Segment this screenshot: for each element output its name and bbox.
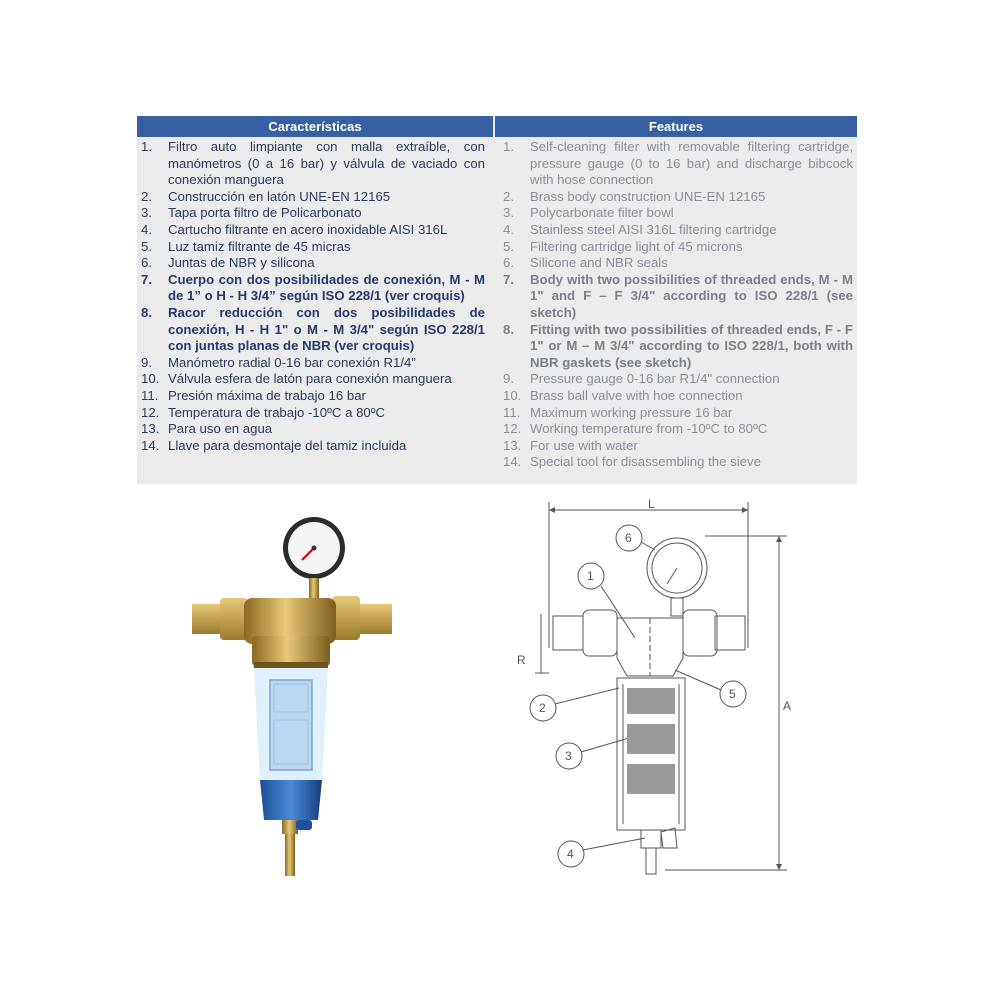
item-number: 6. — [141, 255, 152, 271]
list-item — [503, 322, 853, 372]
item-text: Filtro auto limpiante con malla extraíble, con manómetros (0 a 16 bar) y válvula de vaciado con conexión manguera — [168, 139, 485, 188]
list-item — [503, 371, 853, 388]
list-item — [503, 388, 853, 405]
item-text: Cuerpo con dos posibilidades de conexión, M - M de 1” o H - H 3/4” según ISO 228/1 (ver croquis) — [168, 271, 485, 304]
list-item — [141, 205, 485, 222]
item-text: Para uso en agua — [168, 421, 273, 437]
item-text: Temperatura de trabajo -10ºC a 80ºC — [168, 404, 386, 420]
item-number: 4. — [141, 221, 152, 237]
item-number: 12. — [141, 404, 160, 420]
item-text: Filtering cartridge light of 45 microns — [530, 238, 743, 254]
item-number: 8. — [141, 304, 152, 320]
item-text: Fitting with two possibilities of threaded ends, F - F 1" or M – M 3/4" according to ISO 228/1, both with NBR gaskets (see sketch) — [530, 321, 853, 370]
item-text: Stainless steel AISI 316L filtering cartridge — [530, 221, 777, 237]
list-item — [141, 139, 485, 189]
item-text: Manómetro radial 0-16 bar conexión R1/4” — [168, 354, 416, 370]
item-text: Racor reducción con dos posibilidades de conexión, H - H 1" o M - M 3/4" según ISO 228/1 con juntas planas de NBR (ver croquis) — [168, 304, 485, 354]
item-text: Body with two possibilities of threaded ends, M - M 1" and F – F 3/4" according to ISO 228/1 (see sketch) — [530, 271, 853, 320]
item-text: Working temperature from -10ºC to 80ºC — [530, 421, 768, 437]
item-number: 2. — [141, 188, 152, 204]
callout-3: 3 — [565, 749, 572, 763]
list-item — [141, 388, 485, 405]
list-item — [141, 189, 485, 206]
dimension-a-label: A — [783, 699, 792, 713]
sketch-drawing — [505, 498, 805, 888]
feature-list-spanish — [141, 139, 485, 454]
item-text: Construcción en latón UNE-EN 12165 — [168, 188, 391, 204]
list-item — [141, 272, 485, 305]
item-number: 3. — [141, 205, 152, 221]
item-text: Juntas de NBR y silicona — [168, 255, 315, 271]
drain-handle — [296, 820, 312, 830]
item-text: Válvula esfera de latón para conexión manguera — [168, 371, 452, 387]
item-text: Tapa porta filtro de Policarbonato — [168, 205, 362, 221]
item-number: 10. — [503, 387, 522, 403]
callout-1: 1 — [587, 569, 594, 583]
list-item — [503, 438, 853, 455]
item-number: 11. — [141, 387, 159, 403]
item-number: 11. — [503, 404, 521, 420]
item-text: Luz tamiz filtrante de 45 micras — [168, 238, 351, 254]
item-number: 10. — [141, 371, 160, 387]
list-item — [141, 371, 485, 388]
technical-sketch — [505, 498, 805, 888]
item-text: For use with water — [530, 437, 638, 453]
callout-6: 6 — [625, 531, 632, 545]
callout-4: 4 — [567, 847, 574, 861]
item-number: 5. — [503, 238, 514, 254]
list-item — [141, 355, 485, 372]
header-features: Features — [495, 116, 857, 137]
filter-photo-illustration — [182, 508, 402, 888]
item-number: 4. — [503, 221, 514, 237]
item-text: Special tool for disassembling the sieve — [530, 454, 761, 470]
list-item — [141, 438, 485, 455]
item-number: 12. — [503, 421, 522, 437]
item-text: Pressure gauge 0-16 bar R1/4" connection — [530, 371, 780, 387]
list-item — [503, 405, 853, 422]
callout-5: 5 — [729, 687, 736, 701]
dimension-r-label: R — [517, 653, 526, 667]
feature-list-english — [503, 139, 853, 471]
item-text: Presión máxima de trabajo 16 bar — [168, 387, 366, 403]
list-item — [141, 222, 485, 239]
product-photo — [182, 508, 402, 888]
item-text: Maximum working pressure 16 bar — [530, 404, 733, 420]
list-item — [141, 239, 485, 256]
list-item — [503, 189, 853, 206]
item-text: Brass body construction UNE-EN 12165 — [530, 188, 766, 204]
item-number: 9. — [141, 354, 152, 370]
list-item — [503, 421, 853, 438]
item-number: 5. — [141, 238, 152, 254]
item-number: 6. — [503, 255, 514, 271]
item-text: Brass ball valve with hoe connection — [530, 387, 743, 403]
item-number: 8. — [503, 321, 514, 337]
list-item — [141, 255, 485, 272]
list-item — [503, 205, 853, 222]
item-number: 1. — [141, 139, 152, 154]
item-number: 7. — [141, 271, 152, 287]
item-number: 2. — [503, 188, 514, 204]
item-number: 9. — [503, 371, 514, 387]
list-item — [503, 255, 853, 272]
list-item — [503, 454, 853, 471]
item-number: 7. — [503, 271, 514, 287]
item-number: 14. — [503, 454, 522, 470]
list-item — [503, 239, 853, 256]
hose-connector — [285, 834, 295, 876]
callout-2: 2 — [539, 701, 546, 715]
list-item — [503, 272, 853, 322]
header-caracteristicas: Características — [137, 116, 493, 137]
list-item — [503, 139, 853, 189]
item-number: 13. — [141, 421, 160, 437]
list-item — [141, 421, 485, 438]
spec-panel — [137, 116, 857, 484]
list-item — [141, 405, 485, 422]
item-text: Llave para desmontaje del tamiz incluida — [168, 437, 407, 453]
item-text: Cartucho filtrante en acero inoxidable AISI 316L — [168, 221, 448, 237]
blue-base — [260, 780, 322, 820]
dimension-l-label: L — [648, 498, 655, 511]
list-item — [141, 305, 485, 355]
item-text: Self-cleaning filter with removable filtering cartridge, pressure gauge (0 to 16 bar) and discharge bibcock with hose connection — [530, 139, 853, 188]
item-text: Polycarbonate filter bowl — [530, 205, 674, 221]
item-number: 14. — [141, 437, 160, 453]
item-number: 13. — [503, 437, 522, 453]
item-number: 3. — [503, 205, 514, 221]
item-number: 1. — [503, 139, 514, 154]
list-item — [503, 222, 853, 239]
item-text: Silicone and NBR seals — [530, 255, 668, 271]
